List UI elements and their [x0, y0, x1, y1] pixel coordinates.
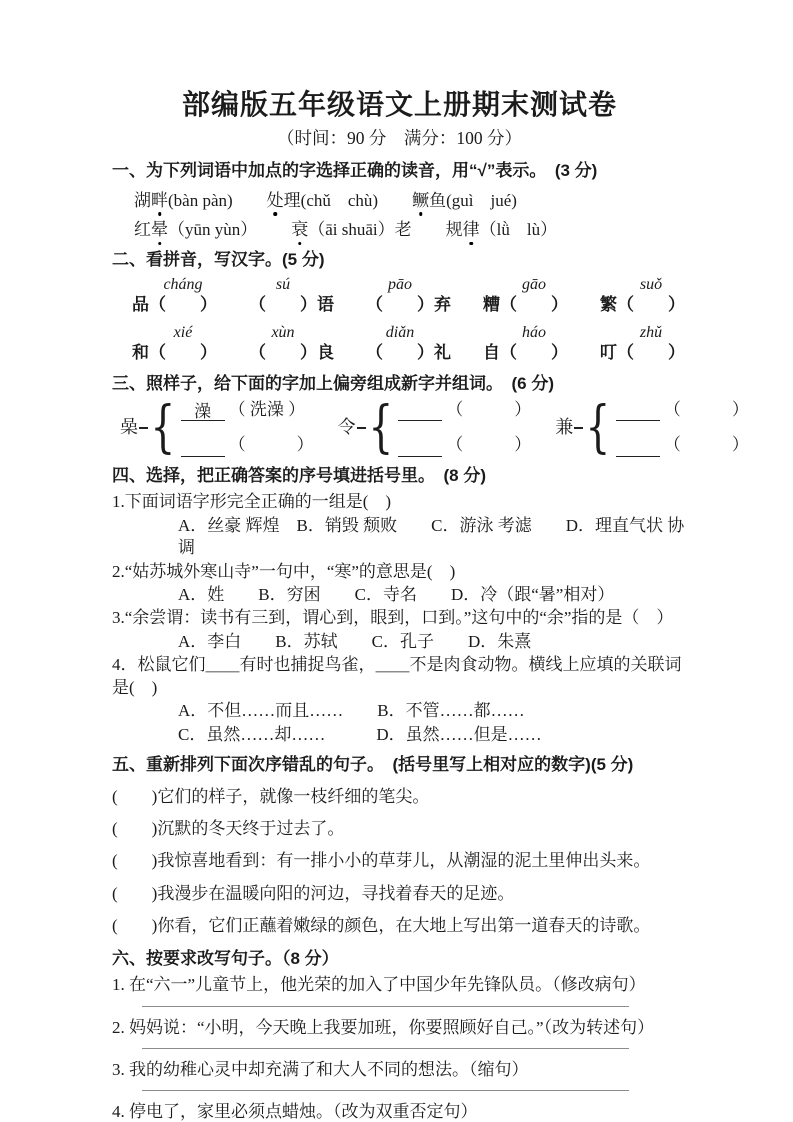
pinyin-item [132, 276, 217, 317]
pinyin-item [483, 276, 568, 317]
pinyin-row [112, 276, 687, 317]
emphasis-dot-char: 畔 [151, 190, 168, 212]
connector-line [357, 427, 366, 429]
option-line: A．姓 B．穷困 C．寺名 D．冷（跟“暑”相对） [178, 585, 615, 604]
word-row [112, 190, 687, 212]
word-post: 理(chǔ chù) [283, 190, 379, 210]
brace-group [337, 395, 532, 461]
pinyin-row [112, 324, 687, 365]
hanzi-after: 弃 [434, 295, 451, 315]
brace-answer-row [398, 399, 531, 421]
curly-brace-icon: { [367, 395, 393, 461]
hanzi-before: 自 [483, 343, 500, 363]
section-choice [112, 465, 687, 746]
pinyin-item [366, 324, 451, 365]
brace-answer-row [181, 434, 314, 456]
pinyin-label: xié [173, 323, 193, 341]
question-text: 4．松鼠它们＿＿有时也捕捉鸟雀，＿＿不是肉食动物。横线上应填的关联词是( ) [112, 655, 682, 697]
section-heading: 五、重新排列下面次序错乱的句子。 (括号里写上相对应的数字)(5 分) [112, 755, 634, 775]
word-pre: 湖 [134, 190, 151, 210]
blank-line [616, 456, 660, 457]
pinyin-label: diǎn [385, 323, 415, 341]
blank-line [181, 403, 225, 422]
brace-group [120, 395, 314, 461]
option-line: A．李白 B．苏轼 C．孔子 D．朱熹 [178, 631, 532, 651]
word-item [412, 190, 517, 212]
section-heading: 二、看拼音，写汉字。(5 分) [112, 250, 325, 270]
question-text: 3.“余尝谓：读书有三到，谓心到，眼到，口到。”这句中的“余”指的是（ ） [112, 608, 674, 628]
word-post: 鱼(guì jué) [429, 190, 517, 210]
word-post: （lǜ lù） [479, 219, 558, 239]
blank-paren: （ ） [500, 343, 568, 363]
hanzi-after: 礼 [434, 343, 451, 363]
rewrite-prompt: 2. 妈妈说：“小明，今天晚上我要加班，你要照顾好自己。”（改为转述句） [112, 1017, 655, 1037]
rewrite-prompt: 3. 我的幼稚心灵中却充满了和大人不同的想法。（缩句） [112, 1060, 529, 1079]
section-heading: 三、照样子，给下面的字加上偏旁组成新字并组词。 (6 分) [112, 373, 554, 393]
hanzi-before: 和 [132, 343, 149, 363]
section-pinyin [112, 249, 687, 364]
section-heading: 一、为下列词语中加点的字选择正确的读音，用“√”表示。 (3 分) [112, 161, 598, 181]
pinyin-label: háo [522, 323, 546, 341]
section-radical [112, 373, 749, 461]
word-paren: （ ） [663, 435, 749, 455]
blank-paren: （ ） [617, 295, 685, 315]
pinyin-item [249, 324, 334, 365]
blank-paren: （ ） [617, 343, 685, 363]
brace-rows [616, 399, 749, 457]
answer-line [142, 1006, 629, 1007]
word-paren: （ 洗澡 ） [228, 399, 306, 419]
blank-paren: （ ） [149, 295, 217, 315]
pinyin-label: pāo [388, 275, 412, 293]
word-item [446, 219, 557, 241]
pinyin-label: zhǔ [639, 323, 663, 341]
section-heading: 四、选择，把正确答案的序号填进括号里。 (8 分) [112, 465, 486, 485]
word-post: （yūn yùn） [168, 219, 258, 239]
word-row [112, 219, 687, 241]
blank-paren: （ ） [249, 343, 317, 363]
rewrite-prompt: 1. 在“六一”儿童节上，他光荣的加入了中国少年先锋队员。（修改病句） [112, 975, 646, 995]
connector-line [574, 427, 583, 429]
hanzi-before: 品 [132, 295, 149, 315]
sentence-row: ( )我漫步在温暖向阳的河边，寻找着春天的足迹。 [112, 883, 515, 903]
brace-answer-row [398, 434, 531, 456]
word-pre: 红 [134, 219, 151, 239]
question-text: 1.下面词语字形完全正确的一组是( ) [112, 492, 392, 512]
brace-answer-row [181, 399, 314, 421]
word-paren: （ ） [446, 399, 532, 419]
hanzi-before: 繁 [600, 295, 617, 315]
emphasis-dot-char: 律 [463, 219, 480, 241]
emphasis-dot-char: 鳜 [412, 190, 429, 212]
brace-row [112, 395, 749, 461]
pinyin-item [600, 324, 685, 365]
section-reading [112, 160, 687, 241]
base-character: 兼 [555, 417, 574, 437]
question-text: 2.“姑苏城外寒山寺”一句中，“寒”的意思是( ) [112, 561, 456, 581]
brace-rows [181, 399, 314, 457]
blank-line [616, 420, 660, 421]
hanzi-after: 语 [317, 295, 334, 315]
sentence-row: ( )你看，它们正蘸着嫩绿的颜色，在大地上写出第一道春天的诗歌。 [112, 916, 651, 936]
word-paren: （ ） [228, 435, 314, 455]
emphasis-dot-char: 晕 [151, 219, 168, 241]
pinyin-item [132, 324, 217, 365]
section-reorder [112, 754, 687, 938]
blank-line [398, 456, 442, 457]
pinyin-label: suǒ [639, 275, 663, 293]
emphasis-dot-char: 处 [267, 190, 284, 212]
blank-paren: （ ） [500, 295, 568, 315]
word-paren: （ ） [663, 399, 749, 419]
pinyin-label: sú [275, 275, 291, 293]
section-rewrite [112, 948, 687, 1122]
base-character: 令 [337, 417, 356, 437]
connector-line [139, 427, 148, 429]
brace-rows [398, 399, 531, 457]
blank-paren: （ ） [249, 295, 317, 315]
pinyin-label: cháng [163, 275, 203, 293]
word-item [134, 219, 257, 241]
brace-answer-row [616, 434, 749, 456]
blank-paren: （ ） [366, 295, 434, 315]
answer-line [142, 1090, 629, 1091]
curly-brace-icon: { [585, 395, 611, 461]
word-item [267, 190, 378, 212]
option-line: C．虽然……却…… D．虽然……但是…… [178, 724, 542, 744]
rewrite-prompt: 4. 停电了，家里必须点蜡烛。（改为双重否定句） [112, 1102, 478, 1122]
curly-brace-icon: { [150, 395, 176, 461]
blank-line [181, 456, 225, 457]
word-item [291, 219, 411, 241]
blank-fill: 澡 [194, 401, 212, 421]
pinyin-item [366, 276, 451, 317]
exam-subtitle: （时间：90 分 满分：100 分） [277, 128, 522, 148]
blank-paren: （ ） [366, 343, 434, 363]
brace-group [555, 395, 749, 461]
section-heading: 六、按要求改写句子。（8 分） [112, 948, 339, 968]
answer-line [142, 1048, 629, 1049]
sentence-row: ( )我惊喜地看到：有一排小小的草芽儿，从潮湿的泥土里伸出头来。 [112, 851, 651, 871]
emphasis-dot-char: 衰 [291, 219, 308, 241]
word-item [134, 190, 233, 212]
sentence-row: ( )沉默的冬天终于过去了。 [112, 818, 345, 838]
pinyin-item [483, 324, 568, 365]
pinyin-label: gāo [522, 275, 546, 293]
option-line: A．丝豪 辉煌 B．销毁 颓败 C．游泳 考滤 D．理直气状 协调 [178, 515, 685, 558]
hanzi-after: 良 [317, 343, 334, 363]
word-paren: （ ） [446, 435, 532, 455]
word-pre: 规 [445, 219, 463, 239]
blank-paren: （ ） [149, 343, 217, 363]
base-character: 喿 [120, 417, 138, 437]
option-line: A．不但……而且…… B．不管……都…… [178, 701, 525, 721]
hanzi-before: 糟 [483, 295, 500, 315]
word-post: （āi shuāi）老 [308, 219, 412, 239]
pinyin-item [249, 276, 334, 317]
hanzi-before: 叮 [600, 343, 617, 363]
word-post: (bàn pàn) [168, 190, 233, 210]
blank-line [398, 420, 442, 421]
brace-answer-row [616, 399, 749, 421]
pinyin-label: xùn [271, 323, 295, 341]
pinyin-item [600, 276, 685, 317]
exam-title: 部编版五年级语文上册期末测试卷 [181, 90, 617, 121]
sentence-row: ( )它们的样子，就像一枝纤细的笔尖。 [112, 786, 430, 806]
